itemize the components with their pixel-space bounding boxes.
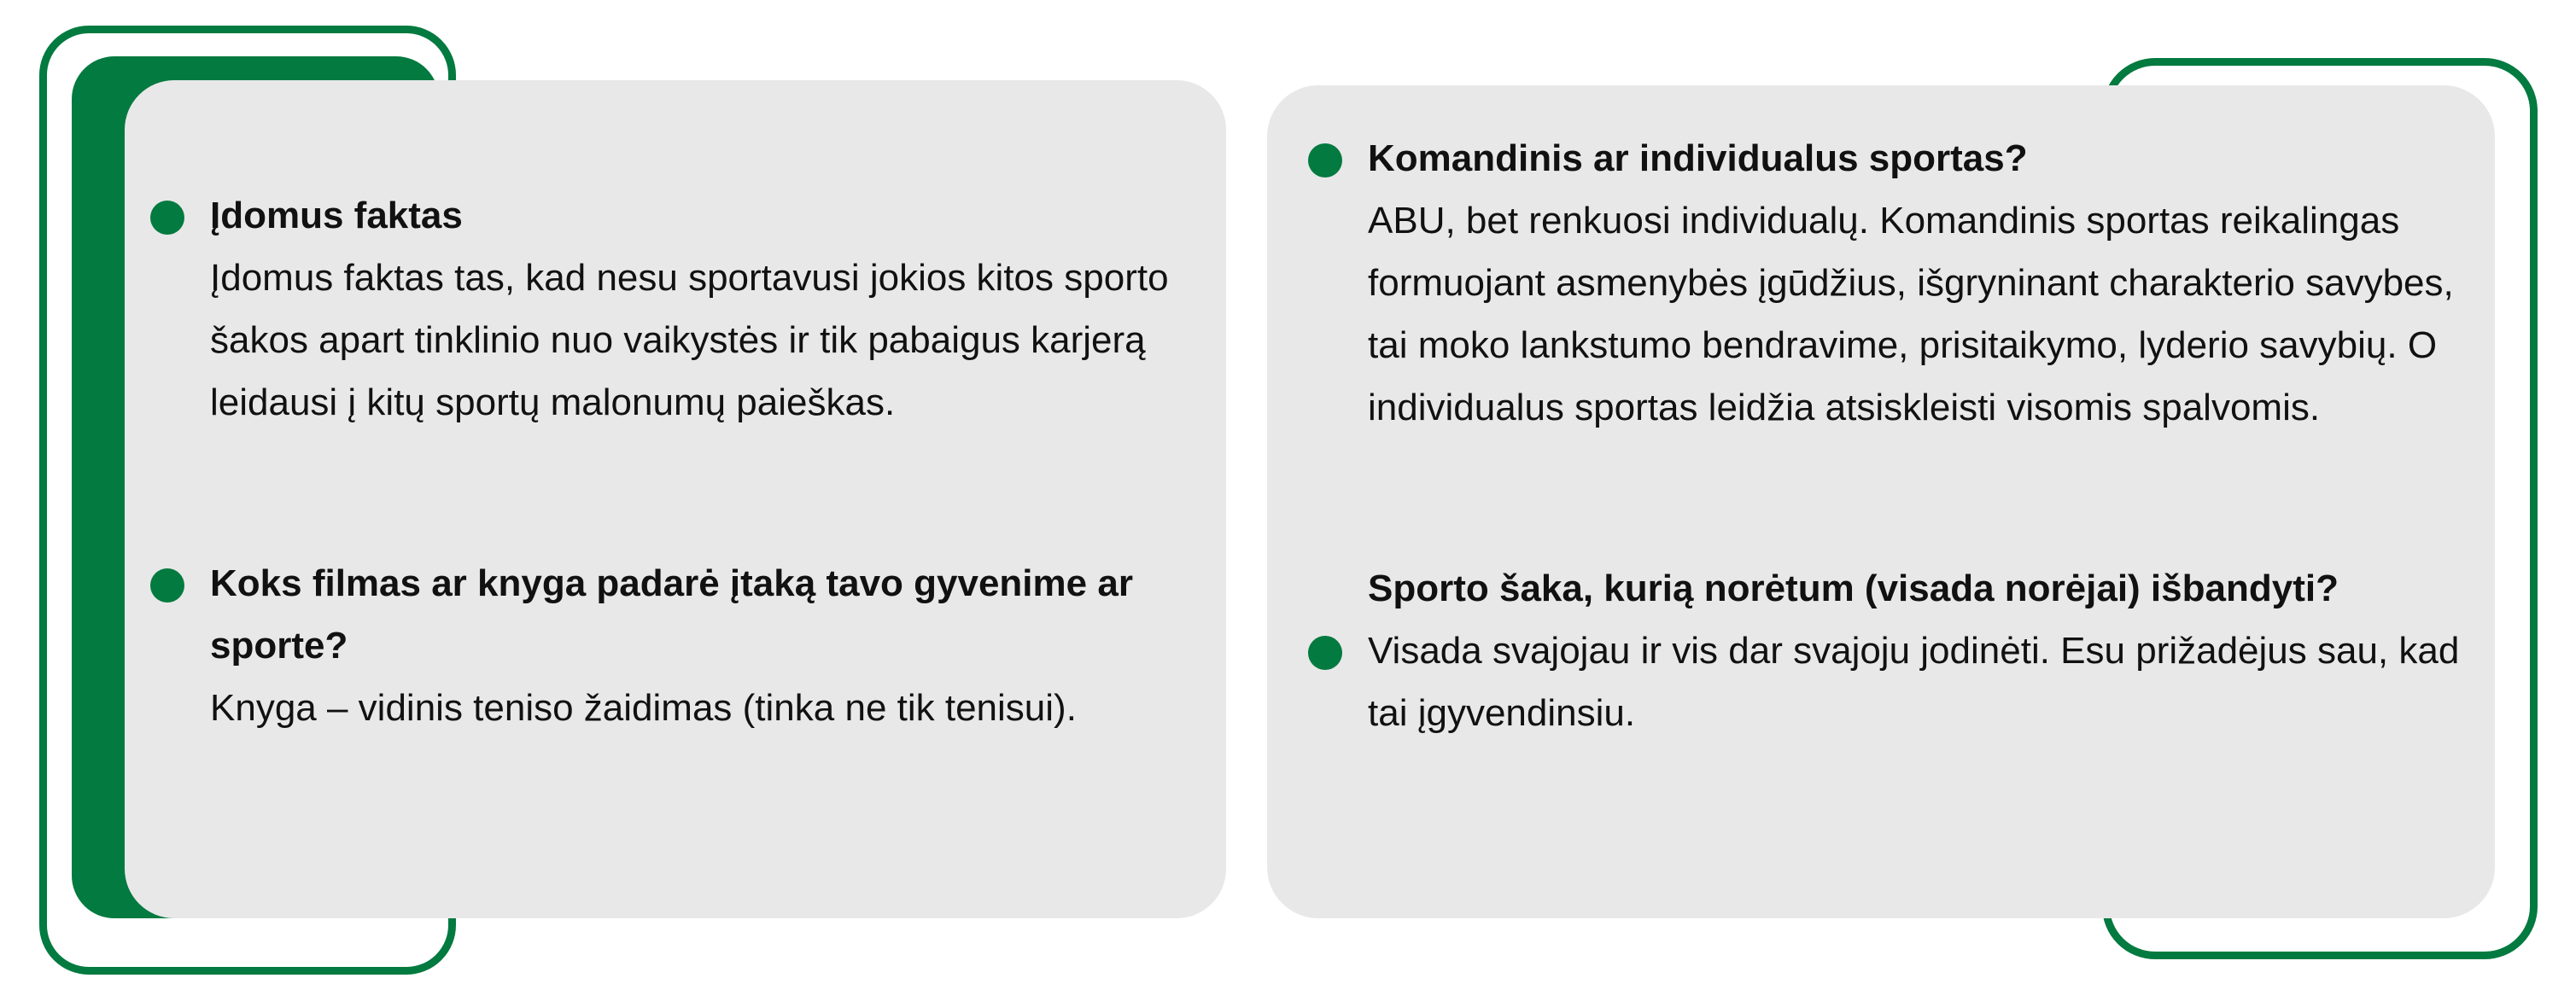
right-info-card [1267, 85, 2495, 918]
sport-type-text: ABU, bet renkuosi individualų. Komandinis sportas reikalingas formuojant asmenybės įgūdžius, išgryninant charakterio savybes, tai moko lankstumo bendravime, prisitaikymo, lyderio savybių. O individualus sportas leidžia atsiskleisti visomis spalvomis. [1368, 200, 2454, 428]
fun-fact-heading: Įdomus faktas [210, 195, 463, 236]
wish-sport-text: Visada svajojau ir vis dar svajoju jodinėti. Esu prižadėjus sau, kad tai įgyvendinsiu. [1368, 630, 2460, 734]
film-book-heading: Koks filmas ar knyga padarė įtaką tavo gyvenime ar sporte? [210, 562, 1133, 667]
left-info-card [125, 80, 1226, 918]
film-book-text: Knyga – vidinis teniso žaidimas (tinka ne tik tenisui). [210, 687, 1077, 729]
bullet-dot-icon [1308, 636, 1342, 670]
bullet-dot-icon [150, 568, 184, 603]
sport-type-heading: Komandinis ar individualus sportas? [1368, 137, 2028, 179]
bullet-dot-icon [150, 201, 184, 235]
bullet-dot-icon [1308, 143, 1342, 178]
fun-fact-text: Įdomus faktas tas, kad nesu sportavusi jokios kitos sporto šakos apart tinklinio nuo vaikystės ir tik pabaigus karjerą leidausi į kitų sportų malonumų paieškas. [210, 257, 1169, 423]
wish-sport-heading: Sporto šaka, kurią norėtum (visada norėjai) išbandyti? [1368, 568, 2339, 609]
